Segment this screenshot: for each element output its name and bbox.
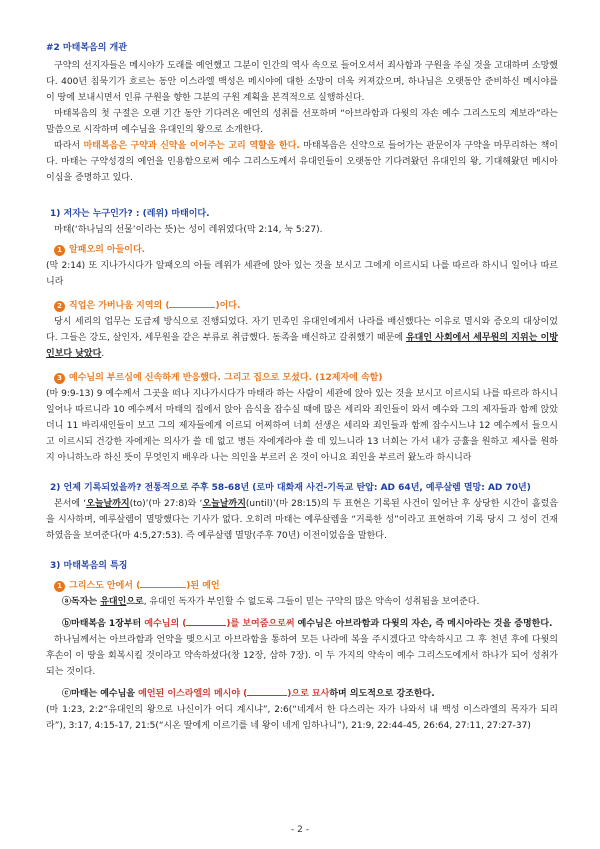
- feature-1a-label: ⓐ독자는: [62, 597, 101, 607]
- author-item-2-body-post: .: [101, 349, 105, 359]
- author-item-3-title-text: 예수님의 부르심에 신속하게 반응했다. 그리고 집으로 모셨다. (12제자에 속함): [69, 373, 383, 383]
- feature-1a-mid: 으로: [126, 597, 144, 607]
- date-body-c: (until)’(마 28:15)의 두 표현은 기록된 사건이 일어난 후 상당한 시간이 흘렀음을 시사하며, 예루살렘이 멸망했다는 기사가 없다. 오히려 마태는 예루살렘을 “거룩한 성”이라고 표현하여 기록 당시 그 성이 건재하였음을 보여준다(마 4:5,27:53). 즉 예루살렘 멸망(주후 70년) 이전이었음을 말한다.: [46, 499, 558, 541]
- fill-in-blank[interactable]: [140, 587, 186, 588]
- feature-1a-underline: 유대인: [100, 597, 127, 607]
- author-item-3-title: [54, 370, 558, 386]
- number-badge: 1: [54, 245, 65, 256]
- author-item-1-title: [54, 242, 558, 258]
- until-term-1: 오늘날까지: [86, 499, 130, 509]
- p3-post: 마태복음은 신약으로 들어가는 관문이자 구약을 마무리하는 책이다. 마태는 구약성경의 예언을 인용함으로써 예수 그리스도께서 유대인들이 오랫동안 기다려왔던 유대인의 왕, 기대해왔던 메시아이심을 증명하고 있다.: [46, 141, 558, 183]
- feature-1a-rest: , 유대인 독자가 부인할 수 없도록 그들이 믿는 구약의 많은 약속이 성취됨을 보여준다.: [143, 597, 480, 607]
- author-item-2-body-pre: 당시 세리의 업무는 도급제 방식으로 진행되었다. 자기 민족인 유대인에게서 나라를 배신했다는 이유로 멸시와 증오의 대상이었다. 그들은 강도, 살인자, 세무원을 같은 부류로 취급했다. 동족을 배신하고 갈취했기 때문에: [46, 317, 558, 343]
- p3-highlight: 마태복음은 구약과 신약을 이어주는 고리 역할을 한다.: [83, 141, 300, 151]
- feature-1-title: [54, 578, 558, 594]
- feature-1c-rest: 하며 의도적으로 강조한다.: [329, 689, 435, 699]
- fill-in-blank[interactable]: [169, 307, 215, 308]
- date-heading: 2) 언제 기록되었을까? 전통적으로 주후 58-68년 (로마 대화재 사건-기독교 탄압: AD 64년, 예루살렘 멸망: AD 70년): [50, 483, 531, 493]
- date-body: [46, 496, 558, 544]
- feature-1c-red-post: )으로 묘사: [287, 689, 330, 699]
- feature-1b-body: 하나님께서는 아브라함과 언약을 맺으시고 아브라함을 통하여 모든 나라에 복을 주시겠다고 약속하시고 그 후 천년 후에 다윗의 후손이 이 땅을 회복시킬 것이라고 약속하셨다(창 12장, 삼하 7장). 이 두 가지의 약속이 예수 그리스도에게서 하나가 되어 성취가 되는 것이다.: [46, 635, 558, 677]
- author-item-2-title-post: )이다.: [215, 301, 241, 311]
- overview-paragraph-2: 마태복음의 첫 구절은 오랜 기간 동안 기다려온 예언의 성취를 선포하며 “아브라함과 다윗의 자손 예수 그리스도의 계보라”라는 말씀으로 시작하며 예수님을 유대인의 왕으로 소개한다.: [46, 109, 558, 135]
- feature-1b-label: ⓑ마태복음 1장부터: [62, 619, 145, 629]
- author-intro: 마태(‘하나님의 선물’이라는 뜻)는 성이 레위였다(막 2:14, 눅 5:27).: [54, 225, 323, 235]
- until-term-2: 오늘날까지: [202, 499, 246, 509]
- section-heading-overview: #2 마태복음의 개관: [46, 43, 127, 53]
- author-heading: 1) 저자는 누구인가? : (레위) 마태이다.: [50, 209, 210, 219]
- page-number: - 2 -: [291, 825, 309, 835]
- feature-1b: [54, 616, 558, 632]
- author-item-2-title: [54, 298, 558, 314]
- features-heading: 3) 마태복음의 특징: [50, 561, 128, 571]
- date-body-b: (to)’(마 27:8)와 ‘: [129, 499, 203, 509]
- date-body-a: 본서에 ‘: [54, 499, 87, 509]
- author-item-1-body: (막 2:14) 또 지나가시다가 알패오의 아들 레위가 세관에 앉아 있는 것을 보시고 그에게 이르시되 나를 따르라 하시니 일어나 따르니라: [46, 261, 558, 287]
- author-item-1-title-text: 알패오의 아들이다.: [69, 245, 146, 255]
- fill-in-blank[interactable]: [186, 625, 226, 626]
- author-item-2-body: [46, 314, 558, 362]
- feature-1b-red-post: )를 보여줌으로써: [226, 619, 295, 629]
- author-item-2-underline: 유대인 사회에서 세무원의 지위는 이방인보다 낮았다: [46, 333, 559, 359]
- feature-1a: [54, 594, 558, 610]
- feature-1c: [54, 686, 558, 702]
- feature-1b-rest: 예수님은 아브라함과 다윗의 자손, 즉 메시아라는 것을 증명한다.: [294, 619, 553, 629]
- number-badge: 2: [54, 301, 65, 312]
- fill-in-blank[interactable]: [247, 695, 287, 696]
- number-badge: 1: [54, 581, 65, 592]
- feature-1c-label: ⓒ마태는 예수님을: [62, 689, 139, 699]
- author-item-2-title-pre: 직업은 가버나움 지역의 (: [69, 301, 170, 311]
- number-badge: 3: [54, 373, 65, 384]
- feature-1b-red-pre: 예수님의 (: [144, 619, 187, 629]
- feature-1c-body: (마 1:23, 2:2“유대인의 왕으로 나신이가 어디 계시냐”, 2:6(“네게서 한 다스리는 자가 나와서 내 백성 이스라엘의 목자가 되리라”), 3:17, 4:15-17, 21:5(“시온 딸에게 이르기를 네 왕이 네게 임하나니”), 21:9, 22:44-45, 26:64, 27:11, 27:27-37): [46, 705, 558, 731]
- author-item-3-body: (마 9:9-13) 9 예수께서 그곳을 떠나 지나가시다가 마태라 하는 사람이 세관에 앉아 있는 것을 보시고 이르시되 나를 따르라 하시니 일어나 따르니라 10 예수께서 마태의 집에서 앉아 음식을 잡수실 때에 많은 세리와 죄인들이 와서 예수와 그의 제자들과 함께 앉았더니 11 바리새인들이 보고 그의 제자들에게 이르되 어찌하여 너희 선생은 세리와 죄인들과 함께 잡수시느냐 12 예수께서 들으시고 이르시되 건강한 자에게는 의사가 쓸 데 없고 병든 자에게라야 쓸 데 있느니라 13 너희는 가서 내가 긍휼을 원하고 제사를 원하지 아니하노라 하신 뜻이 무엇인지 배우라 나는 의인을 부르러 온 것이 아니요 죄인을 부르러 왔노라 하시니라: [46, 389, 558, 463]
- overview-paragraph-3: [46, 138, 558, 186]
- feature-1-title-post: )된 예언: [186, 581, 220, 591]
- feature-1c-red-pre: 예언된 이스라엘의 메시야 (: [138, 689, 248, 699]
- p3-pre: 따라서: [54, 141, 84, 151]
- feature-1-title-pre: 그리스도 안에서 (: [69, 581, 141, 591]
- document-page: [46, 40, 558, 734]
- overview-paragraph-1: 구약의 선지자들은 메시야가 도래를 예언했고 그분이 인간의 역사 속으로 들어오셔서 죄사함과 구원을 주실 것을 고대하며 소망했다. 400년 침묵기가 흐르는 동안 이스라엘 백성은 메시야에 대한 소망이 더욱 커져갔으며, 하나님은 오랫동안 준비하신 메시야를 이 땅에 보내시면서 인류 구원을 향한 그분의 구원 계획을 본격적으로 실행하신다.: [46, 61, 558, 103]
